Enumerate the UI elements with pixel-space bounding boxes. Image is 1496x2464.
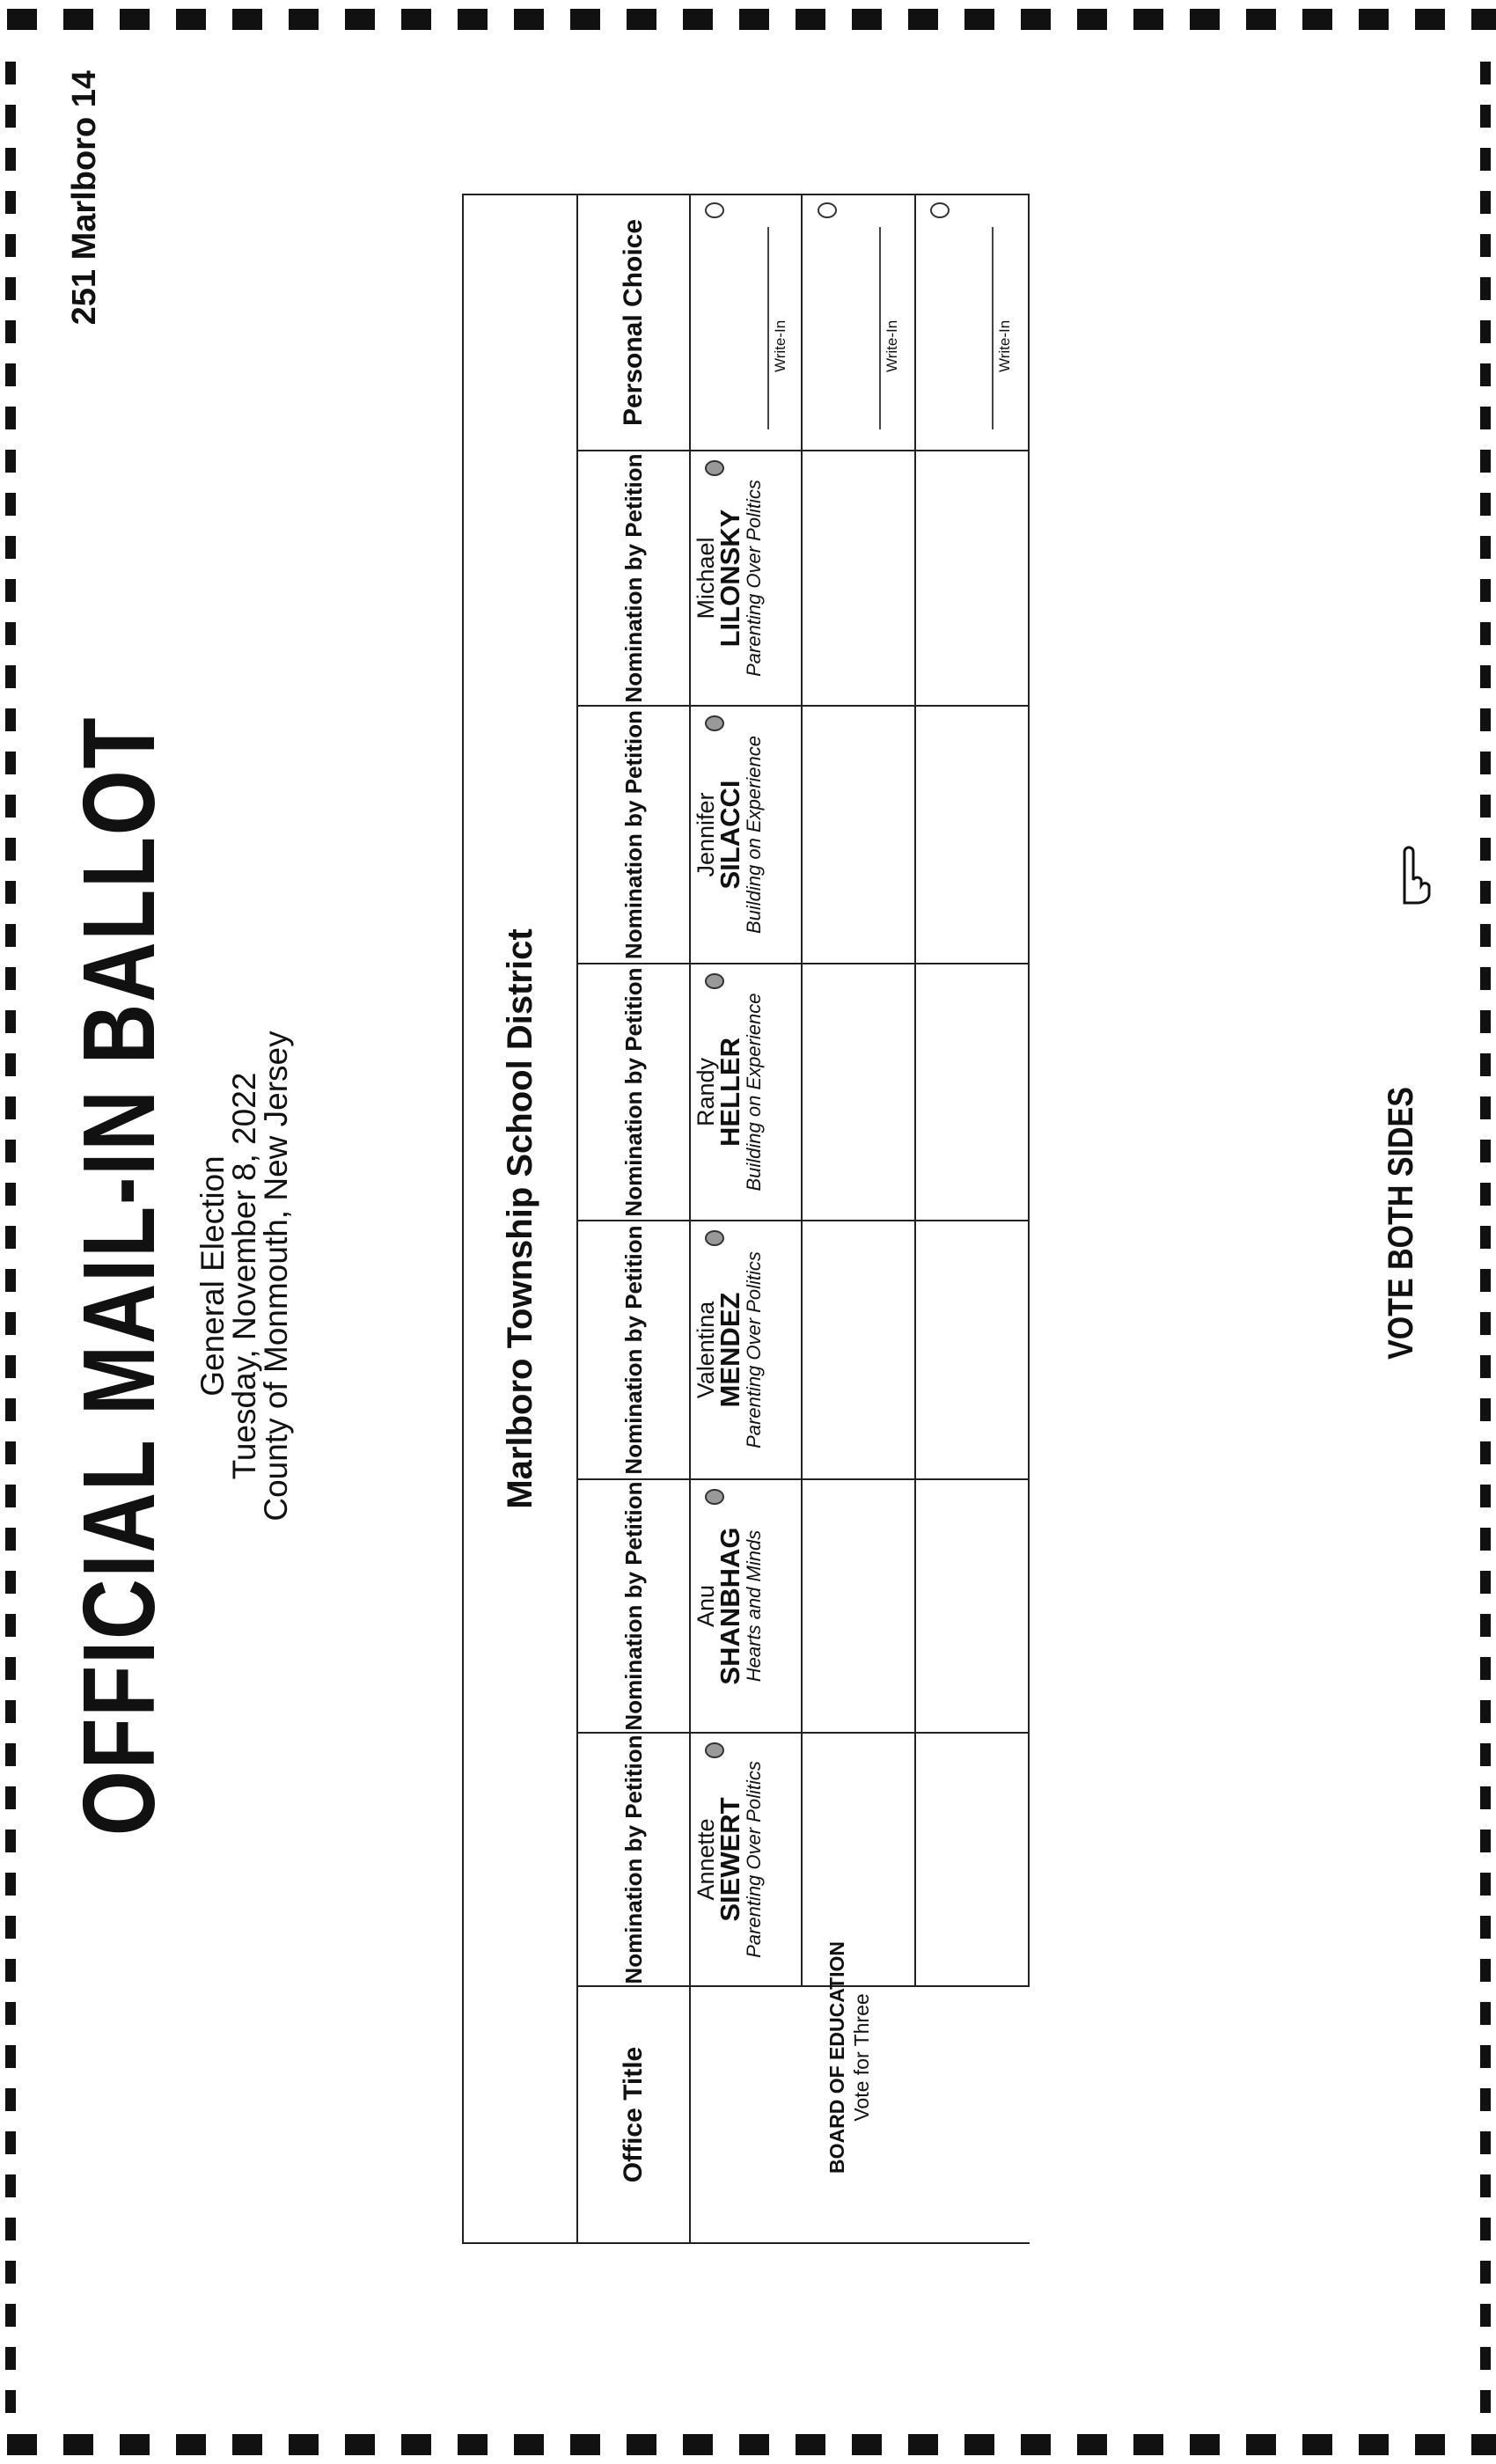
border-dash	[5, 579, 16, 602]
border-dash	[1480, 191, 1491, 214]
vote-oval-siewert[interactable]	[705, 1742, 724, 1758]
candidate-cell	[694, 707, 800, 963]
border-dash	[683, 2434, 713, 2455]
border-dash	[739, 2434, 769, 2455]
column-header: Nomination by Petition	[620, 709, 647, 960]
border-dash	[7, 2434, 37, 2455]
border-dash	[5, 1140, 16, 1162]
border-dash	[5, 1226, 16, 1249]
candidate-first-name: Annette	[693, 1818, 719, 1901]
border-dash	[458, 2434, 488, 2455]
border-dash	[1359, 9, 1389, 30]
border-dash	[627, 9, 656, 30]
border-dash	[1480, 622, 1491, 645]
border-dash	[63, 9, 93, 30]
column-header: Nomination by Petition	[620, 1481, 647, 1731]
border-dash	[1133, 9, 1163, 30]
border-dash	[1480, 62, 1491, 84]
candidate-slogan: Parenting Over Politics	[743, 480, 765, 677]
border-dash	[5, 1743, 16, 1766]
border-dash	[5, 1959, 16, 1982]
border-dash	[1480, 1096, 1491, 1119]
border-dash	[1480, 967, 1491, 990]
candidate-slogan: Parenting Over Politics	[743, 1761, 765, 1958]
ballot-title: OFFICIAL MAIL-IN BALLOT	[62, 715, 176, 1837]
border-dash	[1077, 2434, 1107, 2455]
border-dash	[5, 191, 16, 214]
write-in-line[interactable]	[767, 227, 769, 429]
candidate-cell	[694, 964, 800, 1220]
border-dash	[1480, 752, 1491, 774]
border-dash	[1480, 1226, 1491, 1249]
border-dash	[1480, 2131, 1491, 2154]
vote-oval-write-in-2[interactable]	[818, 202, 837, 218]
border-dash	[5, 2390, 16, 2413]
border-dash	[5, 2174, 16, 2197]
border-dash	[5, 1010, 16, 1033]
border-dash	[5, 450, 16, 473]
border-dash	[289, 2434, 319, 2455]
border-dash	[120, 2434, 150, 2455]
border-dash	[1415, 9, 1445, 30]
border-dash	[5, 2304, 16, 2327]
border-dash	[5, 1873, 16, 1896]
border-dash	[5, 277, 16, 300]
border-dash	[5, 2045, 16, 2068]
candidate-last-name: SHANBHAG	[715, 1527, 745, 1685]
contest-table	[462, 194, 1030, 2244]
candidate-first-name: Michael	[693, 537, 719, 620]
border-dash	[514, 9, 544, 30]
border-dash	[1480, 105, 1491, 128]
border-dash	[176, 2434, 206, 2455]
border-dash	[5, 536, 16, 559]
border-dash	[1480, 2174, 1491, 2197]
border-dash	[232, 2434, 262, 2455]
border-dash	[5, 2002, 16, 2025]
border-dash	[964, 2434, 994, 2455]
candidate-cell	[694, 1221, 800, 1478]
border-dash	[5, 1700, 16, 1723]
column-header: Nomination by Petition	[620, 1225, 647, 1475]
border-dash	[5, 2131, 16, 2154]
candidate-slogan: Parenting Over Politics	[743, 1251, 765, 1448]
border-dash	[1359, 2434, 1389, 2455]
border-dash	[1471, 9, 1496, 30]
border-dash	[5, 1528, 16, 1551]
border-dash	[1480, 148, 1491, 171]
border-dash	[570, 9, 600, 30]
border-dash	[1480, 1657, 1491, 1680]
border-dash	[1480, 665, 1491, 688]
border-dash	[739, 9, 769, 30]
border-dash	[683, 9, 713, 30]
border-dash	[1480, 450, 1491, 473]
border-dash	[1021, 9, 1051, 30]
candidate-slogan: Building on Experience	[743, 735, 765, 935]
border-dash	[5, 2218, 16, 2240]
office-label	[825, 1723, 874, 2392]
border-dash	[1480, 2304, 1491, 2327]
border-dash	[1480, 1053, 1491, 1076]
border-dash	[1480, 795, 1491, 818]
vote-oval-write-in-3[interactable]	[930, 202, 950, 218]
border-dash	[1480, 1830, 1491, 1852]
border-dash	[1190, 2434, 1220, 2455]
precinct-label: 251 Marlboro 14	[66, 70, 103, 326]
border-dash	[5, 1614, 16, 1637]
vote-oval-shanbhag[interactable]	[705, 1489, 724, 1505]
election-name: General Election	[194, 1155, 231, 1397]
candidate-first-name: Anu	[693, 1584, 719, 1628]
column-header: Nomination by Petition	[620, 1734, 647, 1984]
border-dash	[852, 9, 882, 30]
border-dash	[5, 924, 16, 947]
border-dash	[5, 1053, 16, 1076]
border-dash	[1480, 234, 1491, 257]
border-dash	[63, 2434, 93, 2455]
border-dash	[5, 493, 16, 516]
border-dash	[5, 62, 16, 84]
border-dash	[1480, 1873, 1491, 1896]
border-dash	[1480, 708, 1491, 731]
border-dash	[1480, 1916, 1491, 1939]
border-dash	[345, 9, 375, 30]
vote-both-sides: VOTE BOTH SIDES	[1382, 1087, 1420, 1360]
candidate-slogan: Building on Experience	[743, 993, 765, 1192]
border-dash	[1480, 1140, 1491, 1162]
border-dash	[5, 1916, 16, 1939]
border-dash	[5, 838, 16, 861]
office-title-header: Office Title	[619, 2046, 648, 2183]
election-county: County of Monmouth, New Jersey	[258, 1030, 294, 1522]
border-dash	[1480, 1441, 1491, 1464]
candidate-last-name: LILONSKY	[715, 509, 745, 648]
border-dash	[345, 2434, 375, 2455]
border-dash	[5, 407, 16, 429]
border-dash	[1480, 320, 1491, 343]
border-dash	[1480, 1959, 1491, 1982]
border-dash	[1480, 1312, 1491, 1335]
border-dash	[5, 1571, 16, 1594]
write-in-label: Write-In	[884, 319, 900, 372]
write-in-label: Write-In	[772, 319, 788, 372]
border-dash	[1480, 493, 1491, 516]
candidate-first-name: Jennifer	[693, 792, 719, 877]
candidate-last-name: HELLER	[715, 1038, 745, 1147]
border-dash	[5, 1355, 16, 1378]
border-dash	[1480, 2390, 1491, 2413]
border-dash	[5, 1312, 16, 1335]
border-dash	[5, 320, 16, 343]
border-dash	[5, 1657, 16, 1680]
border-dash	[796, 9, 825, 30]
border-dash	[5, 2088, 16, 2111]
border-dash	[5, 1398, 16, 1421]
vote-oval-write-in-1[interactable]	[705, 202, 724, 218]
border-dash	[1480, 407, 1491, 429]
border-dash	[908, 2434, 938, 2455]
border-dash	[908, 9, 938, 30]
border-dash	[401, 2434, 431, 2455]
vote-oval-mendez[interactable]	[705, 1230, 724, 1246]
border-dash	[1480, 2347, 1491, 2370]
border-dash	[5, 234, 16, 257]
border-dash	[1415, 2434, 1445, 2455]
border-dash	[1480, 838, 1491, 861]
border-dash	[401, 9, 431, 30]
border-dash	[627, 2434, 656, 2455]
candidate-first-name: Randy	[693, 1057, 719, 1127]
border-dash	[1480, 1485, 1491, 1507]
candidate-cell	[694, 451, 800, 705]
border-dash	[5, 2261, 16, 2284]
candidate-last-name: SILACCI	[715, 780, 745, 890]
border-dash	[5, 1786, 16, 1809]
border-dash	[1190, 9, 1220, 30]
border-dash	[1480, 1614, 1491, 1637]
write-in-line[interactable]	[879, 227, 881, 429]
border-dash	[796, 2434, 825, 2455]
border-dash	[5, 1269, 16, 1292]
border-dash	[1246, 9, 1276, 30]
border-dash	[1480, 2088, 1491, 2111]
vote-oval-silacci[interactable]	[705, 715, 724, 731]
pointing-hand-icon	[1382, 845, 1434, 906]
border-dash	[1077, 9, 1107, 30]
column-header: Nomination by Petition	[620, 967, 647, 1217]
border-dash	[1480, 1183, 1491, 1206]
vote-oval-heller[interactable]	[705, 973, 724, 989]
personal-choice-header: Personal Choice	[619, 218, 648, 427]
border-dash	[514, 2434, 544, 2455]
border-dash	[1471, 2434, 1496, 2455]
border-dash	[5, 881, 16, 904]
candidate-cell	[694, 1480, 800, 1732]
border-dash	[1480, 363, 1491, 386]
border-dash	[1480, 1010, 1491, 1033]
border-dash	[1302, 9, 1332, 30]
border-dash	[5, 622, 16, 645]
vote-oval-lilonsky[interactable]	[705, 460, 724, 476]
border-dash	[5, 1441, 16, 1464]
border-dash	[1480, 881, 1491, 904]
border-dash	[1480, 2261, 1491, 2284]
write-in-label: Write-In	[996, 319, 1013, 372]
border-dash	[5, 1096, 16, 1119]
district-heading: Marlboro Township School District	[501, 928, 539, 1509]
border-dash	[1480, 1700, 1491, 1723]
border-dash	[5, 2347, 16, 2370]
border-dash	[7, 9, 37, 30]
border-dash	[1480, 1786, 1491, 1809]
border-dash	[1480, 579, 1491, 602]
border-dash	[964, 9, 994, 30]
border-dash	[5, 1485, 16, 1507]
border-dash	[5, 752, 16, 774]
border-dash	[289, 9, 319, 30]
border-dash	[1480, 1355, 1491, 1378]
border-dash	[1480, 1269, 1491, 1292]
border-dash	[1480, 536, 1491, 559]
border-dash	[5, 148, 16, 171]
border-dash	[120, 9, 150, 30]
border-dash	[1480, 2045, 1491, 2068]
candidate-cell	[694, 1734, 800, 1985]
border-dash	[1480, 1571, 1491, 1594]
write-in-line[interactable]	[992, 227, 994, 429]
border-dash	[458, 9, 488, 30]
border-dash	[5, 1183, 16, 1206]
border-dash	[570, 2434, 600, 2455]
vote-instruction: Vote for Three	[850, 1993, 873, 2122]
border-dash	[1480, 1528, 1491, 1551]
border-dash	[5, 1830, 16, 1852]
border-dash	[1480, 277, 1491, 300]
border-dash	[5, 708, 16, 731]
candidate-slogan: Hearts and Minds	[743, 1529, 765, 1683]
border-dash	[1302, 2434, 1332, 2455]
border-dash	[176, 9, 206, 30]
column-header: Nomination by Petition	[620, 453, 647, 703]
border-dash	[1246, 2434, 1276, 2455]
border-dash	[1480, 1743, 1491, 1766]
border-dash	[1021, 2434, 1051, 2455]
candidate-last-name: SIEWERT	[715, 1797, 745, 1922]
border-dash	[852, 2434, 882, 2455]
election-date: Tuesday, November 8, 2022	[226, 1072, 262, 1480]
border-dash	[1480, 2218, 1491, 2240]
office-name: BOARD OF EDUCATION	[825, 1940, 848, 2174]
border-dash	[5, 795, 16, 818]
candidate-first-name: Valentina	[693, 1301, 719, 1399]
border-dash	[5, 967, 16, 990]
border-dash	[232, 9, 262, 30]
border-dash	[1133, 2434, 1163, 2455]
border-dash	[5, 105, 16, 128]
border-dash	[1480, 924, 1491, 947]
border-dash	[5, 665, 16, 688]
border-dash	[1480, 2002, 1491, 2025]
border-dash	[1480, 1398, 1491, 1421]
border-dash	[5, 363, 16, 386]
candidate-last-name: MENDEZ	[715, 1292, 745, 1408]
